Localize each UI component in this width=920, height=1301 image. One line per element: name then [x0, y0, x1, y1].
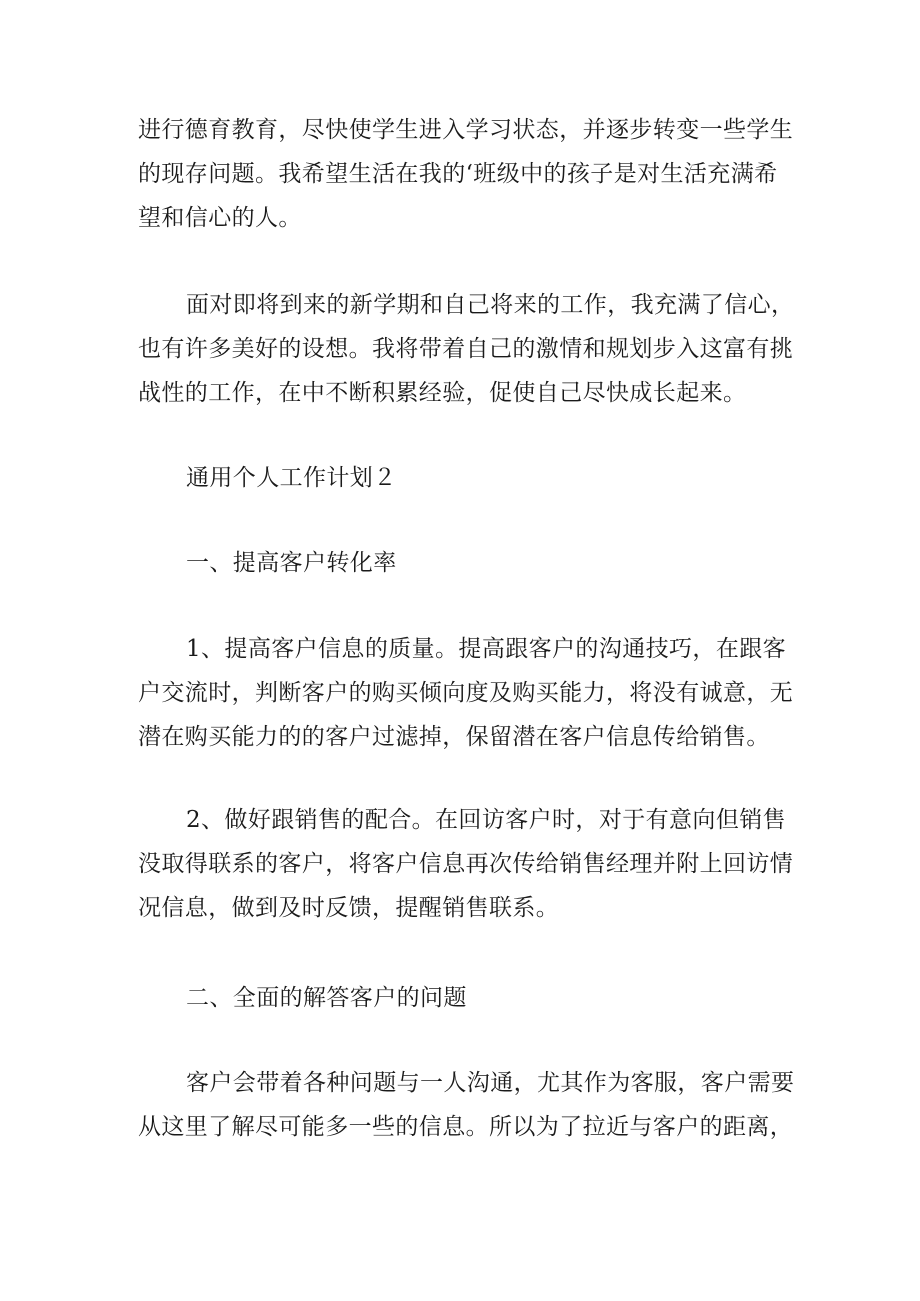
section-heading-1	[138, 541, 798, 585]
paragraph-item-1	[138, 627, 798, 759]
paragraph-line: 况信息，做到及时反馈，提醒销售联系。	[138, 895, 560, 921]
paragraph-line: 望和信心的人。	[138, 205, 302, 231]
section-heading-text: 一、提高客户转化率	[186, 550, 397, 576]
section-title-text: 通用个人工作计划２	[186, 465, 397, 491]
section-title	[138, 456, 798, 500]
section-heading-2	[138, 976, 798, 1020]
paragraph-line: 1、提高客户信息的质量。提高跟客户的沟通技巧，在跟客	[186, 636, 787, 662]
paragraph-last	[138, 1061, 798, 1149]
paragraph-line: 也有许多美好的设想。我将带着自己的激情和规划步入这富有挑	[138, 336, 794, 362]
paragraph-line: 2、做好跟销售的配合。在回访客户时，对于有意向但销售	[186, 807, 787, 833]
paragraph-line: 客户会带着各种问题与一人沟通，尤其作为客服，客户需要	[186, 1070, 795, 1096]
paragraph-1	[138, 108, 798, 240]
paragraph-line: 的现存问题。我希望生活在我的‘班级中的孩子是对生活充满希	[138, 161, 778, 187]
paragraph-line: 潜在购买能力的的客户过滤掉，保留潜在客户信息传给销售。	[138, 724, 770, 750]
paragraph-2	[138, 283, 798, 415]
paragraph-item-2	[138, 798, 798, 930]
paragraph-line: 没取得联系的客户，将客户信息再次传给销售经理并附上回访情	[138, 851, 794, 877]
paragraph-line: 面对即将到来的新学期和自己将来的工作，我充满了信心，	[186, 292, 795, 318]
paragraph-line: 从这里了解尽可能多一些的信息。所以为了拉近与客户的距离，	[138, 1114, 794, 1140]
paragraph-line: 战性的工作，在中不断积累经验，促使自己尽快成长起来。	[138, 380, 747, 406]
paragraph-line: 户交流时，判断客户的购买倾向度及购买能力，将没有诚意，无	[138, 680, 794, 706]
paragraph-line: 进行德育教育，尽快使学生进入学习状态，并逐步转变一些学生	[138, 117, 794, 143]
section-heading-text: 二、全面的解答客户的问题	[186, 985, 467, 1011]
